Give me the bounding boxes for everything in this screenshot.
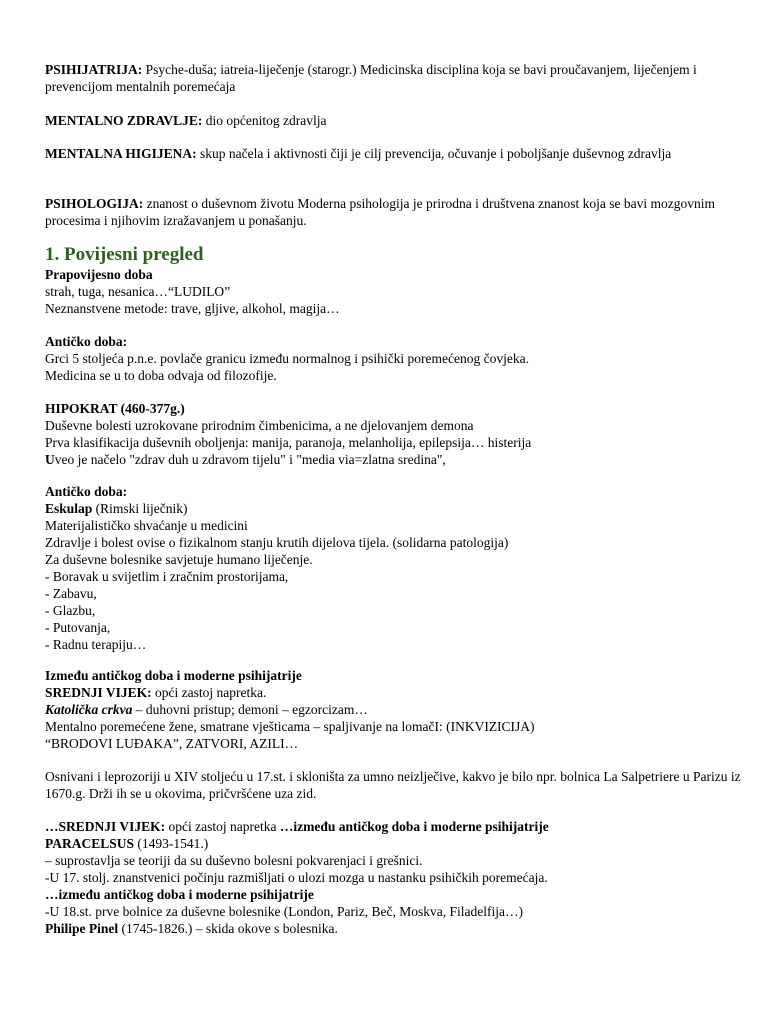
person-name: Philipe Pinel: [45, 921, 119, 936]
text-line: [45, 920, 745, 937]
text-line: Grci 5 stoljeća p.n.e. povlače granicu između normalnog i psihički poremećenog čovjeka.: [45, 351, 529, 366]
text: opći zastoj napretka: [165, 819, 280, 834]
text-line: strah, tuga, nesanica…“LUDILO”: [45, 284, 231, 299]
person-note: (Rimski liječnik): [92, 501, 188, 516]
section-heading: 1. Povijesni pregled: [45, 244, 204, 265]
paragraph-asylums: [45, 768, 745, 802]
text-line: [45, 818, 745, 835]
list-item: - Glazbu,: [45, 603, 96, 618]
eskulap-line: [45, 500, 745, 517]
definition-mentalna-higijena: [45, 145, 745, 162]
text: opći zastoj napretka.: [151, 685, 267, 700]
label: Katolička crkva: [45, 702, 133, 717]
term: MENTALNO ZDRAVLJE:: [45, 113, 203, 128]
section-prehistory: [45, 266, 745, 317]
text-line: Materijalističko shvaćanje u medicini: [45, 518, 248, 533]
section-eskulap: [45, 483, 745, 653]
definition-text: Psyche-duša; iatreia-liječenje (starogr.) Medicinska disciplina koja se bavi proučavanjem, liječenjem i prevencijom mentalnih poremećaja: [45, 62, 697, 94]
text-line: [45, 451, 745, 468]
text-line: Prva klasifikacija duševnih obolјenja: manija, paranoja, melanholija, epilepsija… histerija: [45, 435, 532, 450]
text: – duhovni pristup; demoni – egzorcizam…: [132, 702, 368, 717]
subsection-title: Antičko doba:: [45, 484, 128, 499]
text-line: [45, 701, 745, 718]
section-hippocrates: [45, 400, 745, 468]
text-line: [45, 684, 745, 701]
list-item: - Putovanja,: [45, 620, 111, 635]
label: …između antičkog doba i moderne psihijatrije: [279, 819, 549, 834]
definition-text: znanost o duševnom životu Moderna psihologija je prirodna i društvena znanost koja se bavi mozgovnim procesima i njihovim izražavanjem u ponašanju.: [45, 196, 716, 228]
text-line: …između antičkog doba i moderne psihijatrije: [45, 887, 314, 902]
text-line: -U 18.st. prve bolnice za duševne bolesnike (London, Pariz, Beč, Moskva, Filadelfija…): [45, 904, 524, 919]
term: PSIHIJATRIJA:: [45, 62, 143, 77]
label: …SREDNJI VIJEK:: [45, 819, 166, 834]
paragraph-text: Osnivani i leprozoriji u XIV stoljeću u 17.st. i skloništa za umno neizlječive, kakvo je bilo npr. bolnica La Salpetriere u Parizu iz 1670.g. Drži ih se u okovima, pričvršćene uza zid.: [45, 769, 741, 801]
subsection-title: Prapovijesno doba: [45, 267, 153, 282]
years: (1493-1541.): [134, 836, 209, 851]
text-line: -U 17. stolj. znanstvenici počinju razmišljati o ulozi mozga u nastanku psihičkih poremećaja.: [45, 870, 548, 885]
initial-letter: U: [45, 452, 55, 467]
text-line: [45, 835, 745, 852]
text-line: Neznanstvene metode: trave, gljive, alkohol, magija…: [45, 301, 340, 316]
list-item: - Boravak u svijetlim i zračnim prostorijama,: [45, 569, 289, 584]
text-line: Mentalno poremećene žene, smatrane vješticama – spaljivanje na lomačI: (INKVIZICIJA): [45, 719, 535, 734]
term: MENTALNA HIGIJENA:: [45, 146, 197, 161]
definition-psihologija: [45, 195, 745, 229]
text-rest: veo je načelo "zdrav duh u zdravom tijelu" i "media via=zlatna sredina",: [54, 452, 446, 467]
list-item: - Radnu terapiju…: [45, 637, 147, 652]
text-line: Za duševne bolesnike savjetuje humano liječenje.: [45, 552, 313, 567]
label: SREDNJI VIJEK:: [45, 685, 152, 700]
definition-psihijatrija: [45, 61, 745, 95]
section-paracelsus: [45, 818, 745, 937]
text-line: Duševne bolesti uzrokovane prirodnim čimbenicima, a ne djelovanjem demona: [45, 418, 474, 433]
text: (1745-1826.) – skida okove s bolesnika.: [118, 921, 338, 936]
list-item: - Zabavu,: [45, 586, 97, 601]
definition-mentalno-zdravlje: [45, 112, 745, 129]
text-line: Medicina se u to doba odvaja od filozofije.: [45, 368, 277, 383]
subsection-title: Između antičkog doba i moderne psihijatrije: [45, 668, 302, 683]
section-middle-ages: [45, 667, 745, 752]
person-name: PARACELSUS: [45, 836, 135, 851]
definition-text: dio općenitog zdravlja: [202, 113, 327, 128]
text-line: “BRODOVI LUĐAKA”, ZATVORI, AZILI…: [45, 736, 299, 751]
person-name: Eskulap: [45, 501, 93, 516]
subsection-title: Antičko doba:: [45, 334, 128, 349]
text-line: – suprostavlja se teoriji da su duševno bolesni pokvarenjaci i grešnici.: [45, 853, 423, 868]
text-line: Zdravlje i bolest ovise o fizikalnom stanju krutih dijelova tijela. (solidarna patologija): [45, 535, 509, 550]
subsection-title: HIPOKRAT (460-377g.): [45, 401, 185, 416]
term: PSIHOLOGIJA:: [45, 196, 144, 211]
section-antiquity: [45, 333, 745, 384]
definition-text: skup načela i aktivnosti čiji je cilj prevencija, očuvanje i poboljšanje duševnog zdravlja: [196, 146, 672, 161]
